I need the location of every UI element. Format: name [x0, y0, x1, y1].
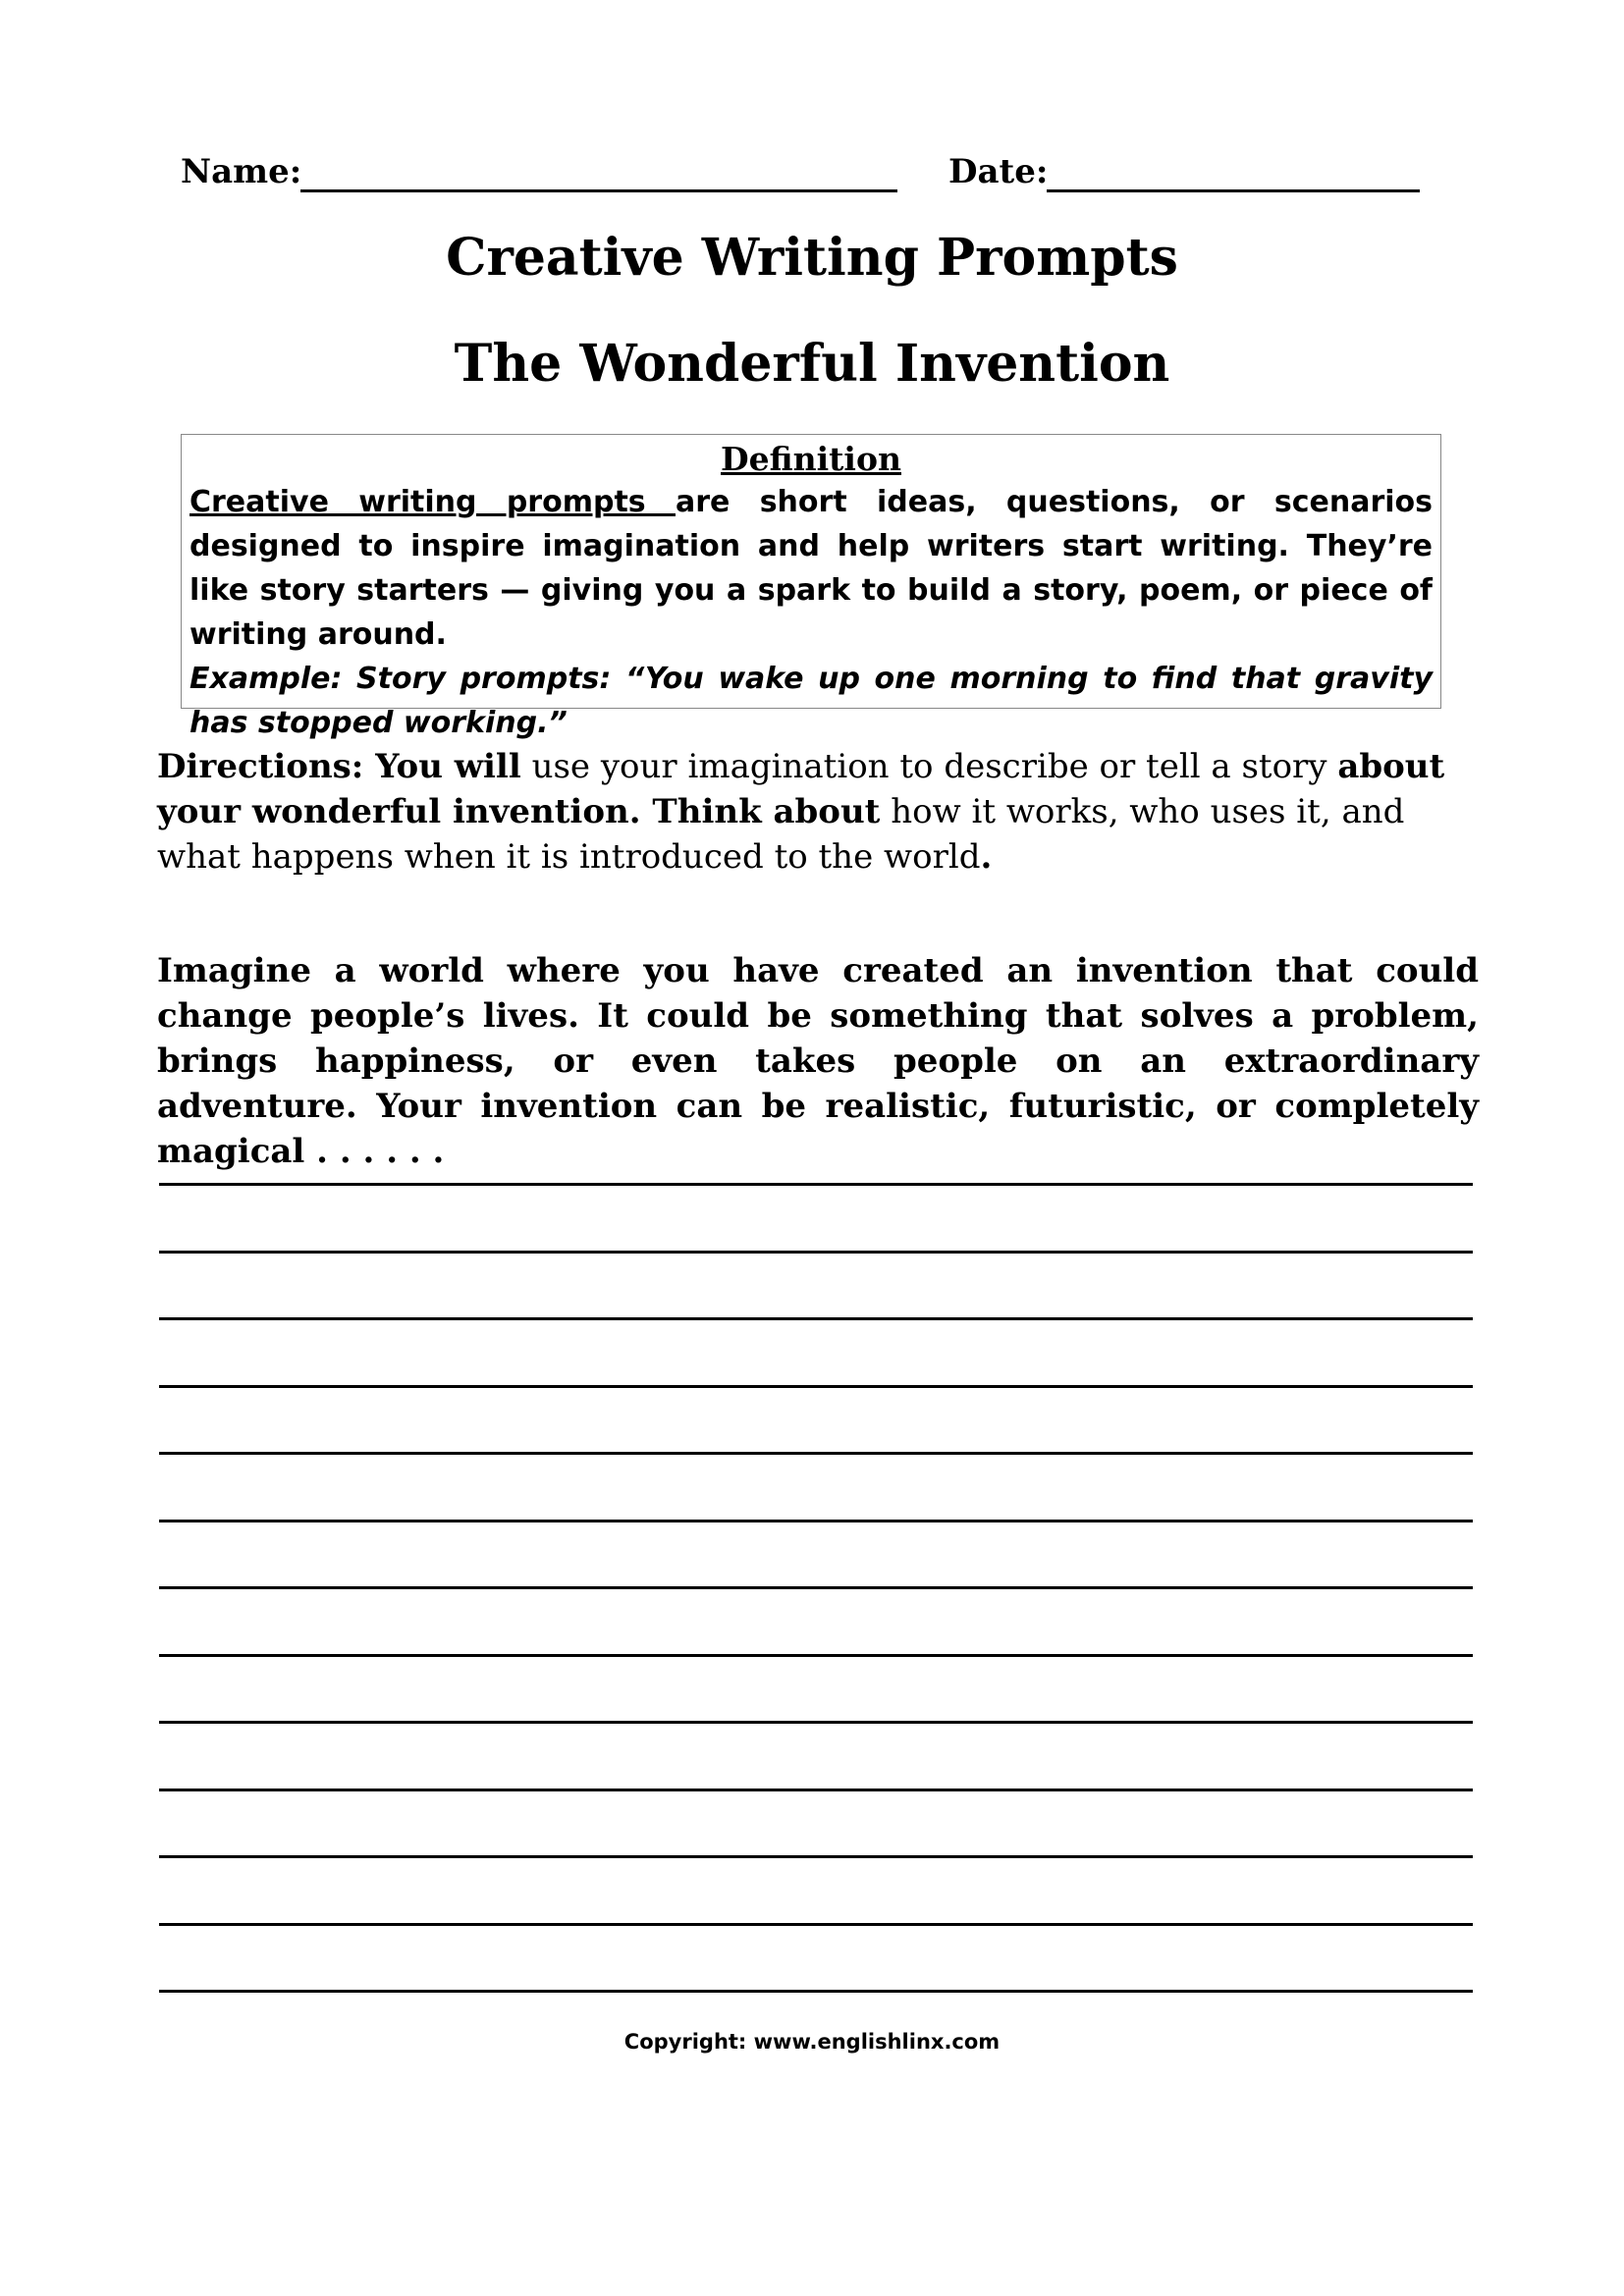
writing-line[interactable] — [159, 1990, 1473, 1993]
writing-line[interactable] — [159, 1183, 1473, 1186]
worksheet-subtitle: The Wonderful Invention — [454, 334, 1170, 394]
date-blank-line[interactable] — [1047, 189, 1420, 192]
prompt-paragraph: Imagine a world where you have created an invention that could change people’s lives. It could be something that solves a problem, brings happiness, or even takes people on an extraordinary adventure. Your invention can be realistic, futuristic, or completely magical . . . . . . — [157, 951, 1479, 1171]
writing-line[interactable] — [159, 1855, 1473, 1858]
definition-heading: Definition — [721, 440, 901, 478]
definition-box — [181, 434, 1441, 740]
definition-term: Creative writing prompts — [189, 485, 676, 519]
directions-bold-2: about your wonderful invention. Think about — [157, 747, 1445, 831]
writing-line[interactable] — [159, 1452, 1473, 1455]
definition-body: are short ideas, questions, or scenarios designed to inspire imagination and help writers start writing. They’re like story starters — giving you a spark to build a story, poem, or piece of writing around. — [189, 485, 1433, 652]
directions-bold-1: Directions: You will — [157, 747, 521, 786]
writing-line[interactable] — [159, 1251, 1473, 1254]
writing-line[interactable] — [159, 1520, 1473, 1522]
name-blank-line[interactable] — [300, 189, 897, 192]
directions-paragraph — [157, 744, 1479, 880]
writing-lines — [159, 1183, 1473, 2057]
worksheet-title: Creative Writing Prompts — [446, 228, 1178, 288]
definition-example: Example: Story prompts: “You wake up one morning to find that gravity has stopped working.” — [189, 662, 1433, 740]
definition-text — [189, 480, 1433, 657]
writing-line[interactable] — [159, 1586, 1473, 1589]
writing-line[interactable] — [159, 1317, 1473, 1320]
writing-line[interactable] — [159, 1654, 1473, 1657]
writing-line[interactable] — [159, 1789, 1473, 1791]
directions-text-2: how it works, who uses it, and what happens when it is introduced to the world — [157, 792, 1405, 877]
directions-text-1: use your imagination to describe or tell a story — [520, 747, 1338, 786]
directions-bold-3: . — [980, 837, 993, 877]
name-label: Name: — [181, 152, 302, 191]
date-label: Date: — [948, 152, 1049, 191]
writing-line[interactable] — [159, 1385, 1473, 1388]
name-date-row — [181, 152, 1447, 201]
writing-line[interactable] — [159, 1923, 1473, 1926]
writing-line[interactable] — [159, 1721, 1473, 1724]
copyright-footer: Copyright: www.englishlinx.com — [623, 2030, 1001, 2054]
